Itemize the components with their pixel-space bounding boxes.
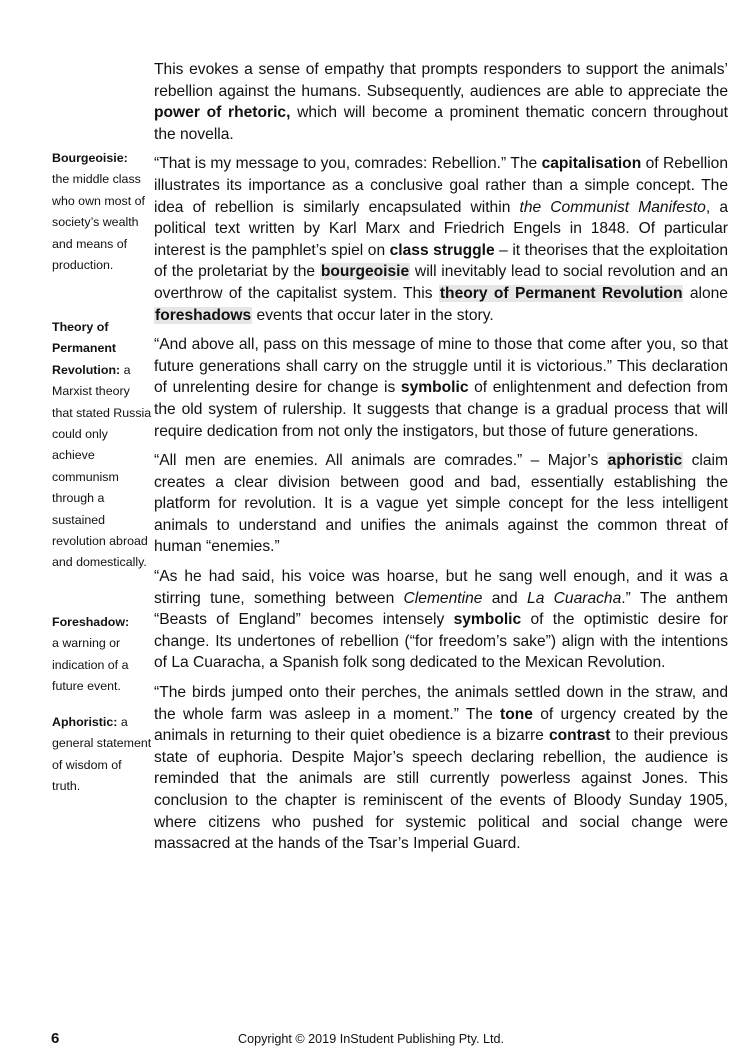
glossary-definition: the middle class who own most of society’s wealth and means of production. (52, 172, 145, 273)
text: This evokes a sense of empathy that prompts responders to support the animals’ rebellion against the humans. Subsequently, audiences are able to appreciate the (154, 61, 728, 100)
text: of enlightenment and defection from the old system of rulership. It suggests that change is a gradual process that will require dedication from not only the instigators, but those of future generations. (154, 379, 728, 440)
text: – it theorises that the exploitation of the proletariat by the (154, 241, 728, 281)
title-clementine: Clementine (403, 589, 483, 607)
key-term-capitalisation: capitalisation (541, 155, 642, 173)
text: to their previous state of euphoria. Despite Major’s speech declaring rebellion, the audience is reminded that the animals are still currently powerless against Jones. This conclusion to the chapter is reminiscent of the events of Bloody Sunday 1905, where citizens who pushed for systemic political and social change were massacred at the hands of the Tsar’s Imperial Guard. (154, 727, 728, 853)
paragraph-empathy (154, 59, 728, 145)
key-term-symbolic: symbolic (400, 379, 469, 397)
key-term-class-struggle: class struggle (389, 241, 495, 259)
glossary-entry-bourgeoisie (52, 148, 152, 276)
glossary-term: Aphoristic: (52, 715, 118, 729)
glossary-term-foreshadows: foreshadows (155, 306, 252, 324)
text: “As he had said, his voice was hoarse, but he sang well enough, and it was a stirring tune, something between (154, 568, 728, 607)
text: of the optimistic desire for change. Its undertones of rebellion (“for freedom’s sake”) align with the intentions of La Cuaracha, a Spanish folk song dedicated to the Mexican Revolution. (154, 611, 728, 672)
text: “And above all, pass on this message of mine to those that come after you, so that future generations shall carry on the struggle until it is victorious.” This declaration of unrelenting desire for change is (154, 336, 728, 397)
paragraph-enemies (154, 450, 728, 558)
glossary-entry-aphoristic (52, 712, 152, 798)
glossary-definition: a Marxist theory that stated Russia could only achieve communism through a sustained revolution abroad and domestically. (52, 362, 152, 570)
glossary-entry-foreshadow (52, 612, 152, 698)
text: .” The anthem “Beasts of England” becomes intensely (154, 589, 728, 629)
paragraph-conclusion (154, 682, 728, 855)
glossary-term-permanent-revolution: theory of Permanent Revolution (439, 284, 683, 302)
glossary-term-bourgeoisie: bourgeoisie (320, 263, 410, 281)
text: claim creates a clear division between good and bad, essentially establishing the platform for revolution. It is a vague yet simple concept for the less intelligent animals to understand and unifies the animals against the common threat of human “enemies.” (154, 452, 728, 556)
page-number: 6 (51, 1030, 60, 1047)
text: which will become a prominent thematic concern throughout the novella. (154, 104, 728, 143)
main-text-column (154, 59, 728, 863)
paragraph-rebellion (154, 153, 728, 326)
paragraph-message (154, 334, 728, 442)
title-la-cuaracha: La Cuaracha (527, 589, 622, 607)
glossary-term-aphoristic: aphoristic (607, 452, 683, 470)
title-communist-manifesto: the Communist Manifesto (519, 198, 706, 216)
key-term-tone: tone (500, 705, 533, 723)
glossary-entry-permanent-revolution (52, 317, 152, 574)
key-term-power-of-rhetoric: power of rhetoric, (154, 104, 291, 122)
paragraph-anthem (154, 566, 728, 674)
glossary-term: Bourgeoisie: (52, 151, 128, 165)
text: of Rebellion illustrates its importance as a conclusive goal rather than a simple concept. The idea of rebellion is similarly encapsulated within (154, 155, 729, 216)
text: of urgency created by the animals in returning to their quiet obedience is a bizarre (154, 705, 728, 745)
copyright-notice: Copyright © 2019 InStudent Publishing Pty. Ltd. (238, 1032, 504, 1046)
text: “All men are enemies. All animals are comrades.” – Major’s (154, 452, 607, 470)
key-term-symbolic-2: symbolic (453, 611, 522, 629)
key-term-contrast: contrast (548, 727, 611, 745)
glossary-definition: a warning or indication of a future event. (52, 636, 129, 694)
text: will inevitably lead to social revolution and an overthrow of the capitalist system. This (154, 263, 729, 302)
text: “The birds jumped onto their perches, the animals settled down in the straw, and the whole farm was asleep in a moment.” The (154, 684, 728, 723)
text: events that occur later in the story. (252, 306, 494, 324)
text: alone (683, 284, 728, 302)
glossary-definition: a general statement of wisdom of truth. (52, 715, 152, 794)
glossary-term: Theory of Permanent Revolution: (52, 320, 121, 377)
text: , a political text written by Karl Marx and Friedrich Engels in 1848. Of particular interest is the pamphlet’s spiel on (154, 198, 728, 259)
text: and (482, 589, 528, 607)
glossary-term: Foreshadow: (52, 615, 130, 629)
text: “That is my message to you, comrades: Rebellion.” The (154, 155, 542, 173)
